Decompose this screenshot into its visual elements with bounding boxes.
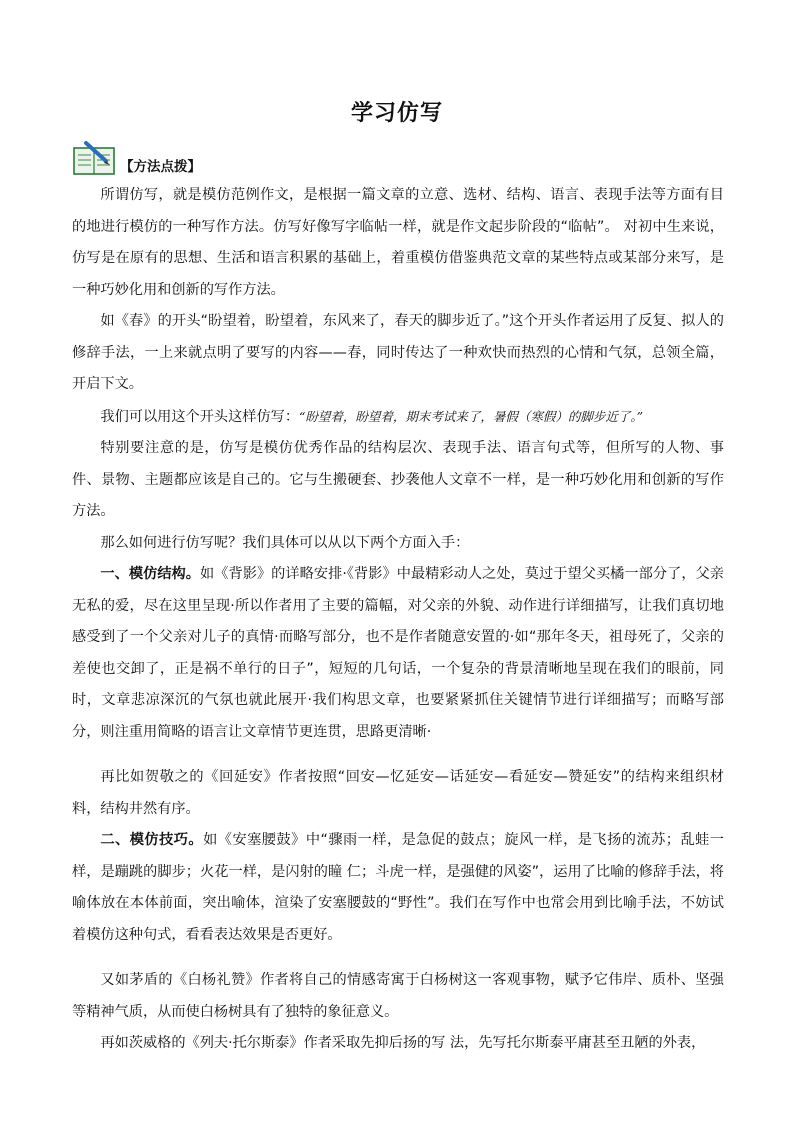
notebook-pencil-icon [72, 140, 118, 176]
section-header [72, 140, 201, 176]
subheading: 二、模仿技巧。 [100, 832, 204, 848]
subheading: 一、模仿结构。 [100, 566, 201, 582]
article-body [72, 180, 724, 1060]
paragraph: 所谓仿写，就是模仿范例作文，是根据一篇文章的立意、选材、结构、语言、表现手法等方面有目的地进行模仿的一种写作方法。仿写好像写字临帖一样，就是作文起步阶段的“临帖”。 对初中生来说，仿写是在原有的思想、生活和语言积累的基础上，着重模仿借鉴典范文章的某些特点或某部分来写，是一种巧妙化用和创新的写作方法。 [72, 187, 724, 298]
paragraph: 再如茨威格的《列夫·托尔斯泰》作者采取先抑后扬的写 法，先写托尔斯泰平庸甚至丑陋的外表， [100, 1035, 706, 1051]
paragraph-body: 如《背影》的详略安排·《背影》中最精彩动人之处，莫过于望父买橘一部分了，父亲无私的爱，尽在这里呈现·所以作者用了主要的篇幅，对父亲的外貌、动作进行详细描写，让我们真切地感受到了一个父亲对儿子的真情·而略写部分，也不是作者随意安置的·如“那年冬天，祖母死了，父亲的差使也交卸了，正是祸不单行的日子”，短短的几句话，一个复杂的背景清晰地呈现在我们的眼前，同时，文章悲凉深沉的气氛也就此展开·我们构思文章，也要紧紧抓住关键情节进行详细描写；而略写部分，则注重用简略的语言让文章情节更连贯，思路更清晰· [72, 566, 724, 740]
paragraph: 那么如何进行仿写呢？我们具体可以从以下两个方面入手： [100, 534, 470, 551]
paragraph: 再比如贺敬之的《回延安》作者按照“回安—忆延安—话延安—看延安—赞延安”的结构来组织材料，结构井然有序。 [72, 769, 724, 817]
paragraph-lead: 我们可以用这个开头这样仿写： [100, 408, 300, 425]
paragraph [72, 559, 724, 748]
paragraph-body: 如《安塞腰鼓》中“骤雨一样，是急促的鼓点；旋风一样，是飞扬的流苏；乱蛙一样，是蹦跳的脚步；火花一样，是闪射的瞳 仁；斗虎一样，是强健的风姿”，运用了比喻的修辞手法，将喻体放在本体前面，突出喻体，渲染了安塞腰鼓的“野性”。我们在写作中也常会用到比喻手法，不妨试着模仿这种句式，看看表达效果是否更好。 [72, 832, 724, 943]
paragraph [72, 825, 724, 951]
page-title: 学习仿写 [350, 101, 443, 126]
handwritten-quote: “盼望着，盼望着，期末考试来了，暑假（寒假）的脚步近了。” [299, 408, 644, 424]
section-label: 【方法点拨】 [120, 159, 201, 175]
paragraph: 又如茅盾的《白杨礼赞》作者将自己的情感寄寓于白杨树这一客观事物，赋予它伟岸、质朴、坚强等精神气质，从而使白杨树具有了独特的象征意义。 [72, 972, 724, 1020]
paragraph: 如《春》的开头“盼望着，盼望着，东风来了，春天的脚步近了。”这个开头作者运用了反复、拟人的修辞手法，一上来就点明了要写的内容——春，同时传达了一种欢快而热烈的心情和气氛，总领全篇，开启下文。 [72, 313, 724, 392]
paragraph: 特别要注意的是，仿写是模仿优秀作品的结构层次、表现手法、语言句式等，但所写的人物、事件、景物、主题都应该是自己的。它与生搬硬套、抄袭他人文章不一样，是一种巧妙化用和创新的写作方法。 [72, 440, 724, 519]
paragraph [72, 401, 724, 434]
